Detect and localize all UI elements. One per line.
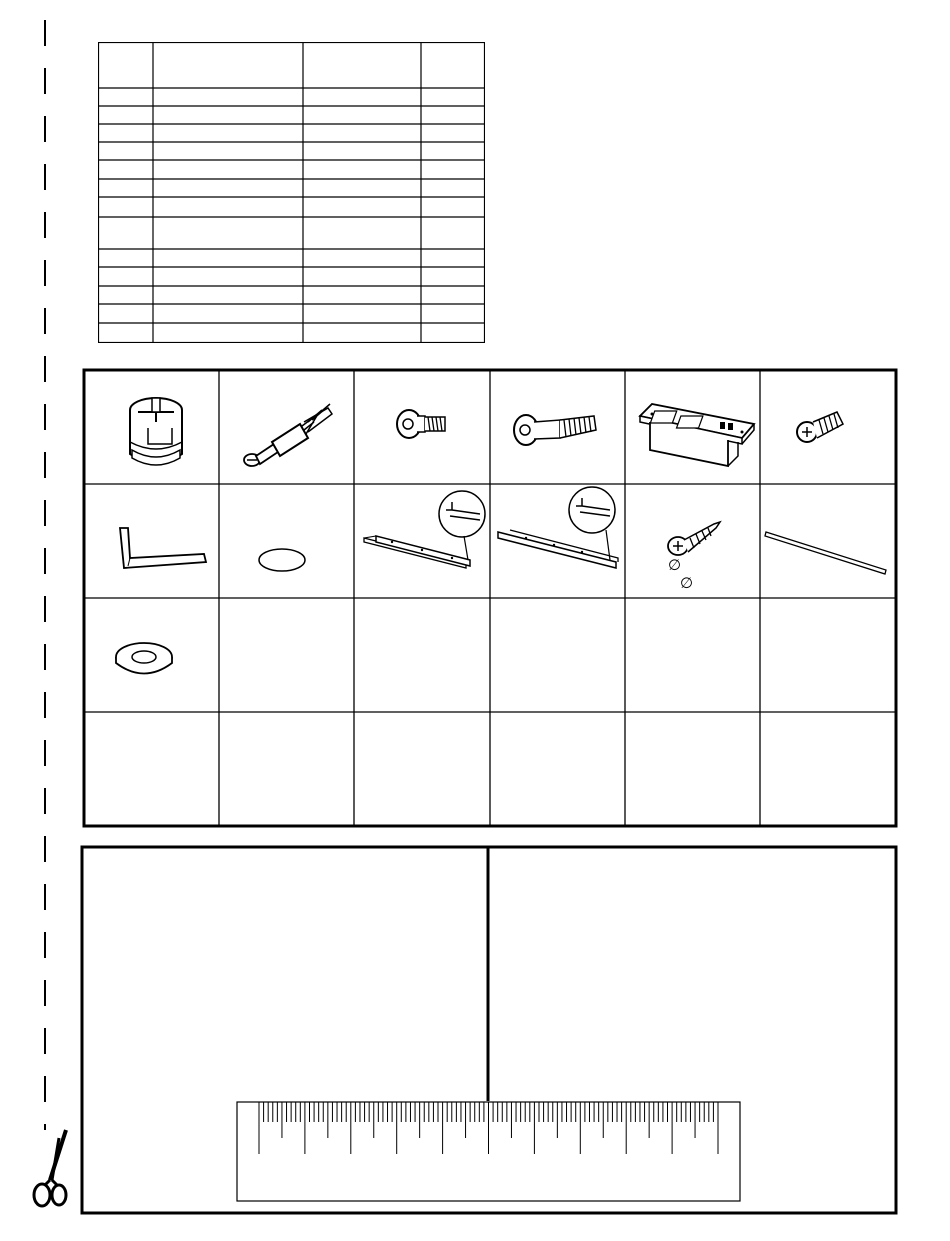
angle-rail-long-icon (496, 486, 624, 572)
diameter-symbol-1: ∅ (668, 556, 682, 574)
long-allen-bolt-icon (510, 408, 600, 448)
angle-rail-icon (362, 488, 490, 572)
diameter-symbol-2: ∅ (680, 574, 694, 592)
cut-line (30, 20, 60, 1220)
parts-table (98, 42, 485, 343)
cam-bolt-icon (238, 400, 338, 476)
flat-washer-icon (112, 638, 176, 680)
power-outlet-module-icon (638, 402, 756, 478)
allen-key-icon (110, 524, 210, 570)
scissors-icon (28, 1128, 74, 1210)
oval-bumper-pad-icon (256, 546, 308, 574)
short-allen-bolt-icon (395, 404, 451, 444)
parts-table-grid (98, 42, 485, 343)
machine-screw-icon (795, 406, 849, 446)
metal-rod-icon (764, 530, 888, 576)
cam-lock-icon (118, 392, 194, 472)
hardware-grid (82, 368, 898, 828)
ruler (236, 1101, 742, 1203)
